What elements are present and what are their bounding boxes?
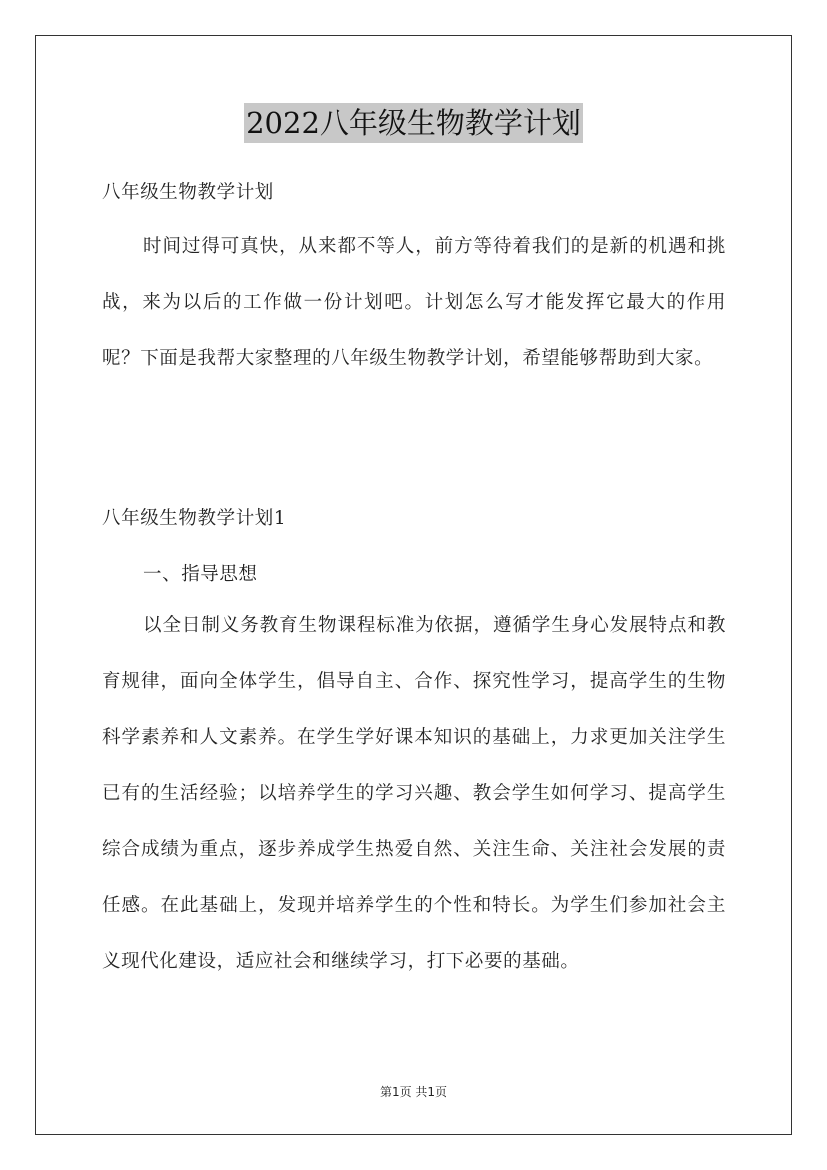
body-paragraph: 以全日制义务教育生物课程标准为依据，遵循学生身心发展特点和教育规律，面向全体学生，倡导自主、合作、探究性学习，提高学生的生物科学素养和人文素养。在学生学好课本知识的基础上，力求更加关注学生已有的生活经验；以培养学生的学习兴趣、教会学生如何学习、提高学生综合成绩为重点，逐步养成学生热爱自然、关注生命、关注社会发展的责任感。在此基础上，发现并培养学生的个性和特长。为学生们参加社会主义现代化建设，适应社会和继续学习，打下必要的基础。	[102, 615, 726, 972]
section-heading: 一、指导思想	[143, 564, 258, 585]
section-title: 八年级生物教学计划1	[102, 508, 287, 529]
document-title: 2022八年级生物教学计划	[244, 103, 583, 143]
page-number-footer: 第1页 共1页	[379, 1085, 448, 1099]
title-container	[0, 103, 827, 143]
intro-paragraph: 时间过得可真快，从来都不等人，前方等待着我们的是新的机遇和挑战，来为以后的工作做一份计划吧。计划怎么写才能发挥它最大的作用呢？下面是我帮大家整理的八年级生物教学计划，希望能够帮助到大家。	[102, 236, 726, 369]
document-subtitle: 八年级生物教学计划	[102, 182, 274, 203]
